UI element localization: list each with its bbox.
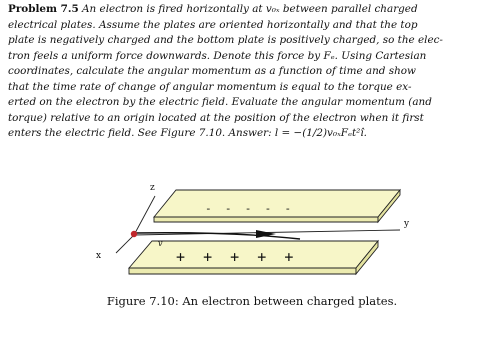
problem-line-5: coordinates, calculate the angular momentum as a function of time and show	[8, 65, 416, 77]
problem-line-9: enters the electric field. See Figure 7.10. Answer: l = −(1/2)v₀ₓFₑt²î.	[8, 127, 367, 139]
top-plate-signs: - - - - -	[205, 202, 292, 215]
top-plate	[154, 190, 400, 222]
z-axis	[134, 196, 155, 235]
x-axis-label: x	[96, 251, 102, 261]
problem-line-3: plate is negatively charged and the bottom plate is positively charged, so the elec-	[8, 34, 443, 46]
top-plate-front-face	[154, 217, 378, 222]
problem-label: Problem 7.5	[8, 3, 79, 15]
problem-line-6: that the time rate of change of angular momentum is equal to the torque ex-	[8, 80, 412, 93]
figure-caption	[0, 294, 504, 308]
problem-line-4: tron feels a uniform force downwards. Denote this force by Fₑ. Using Cartesian	[8, 49, 427, 62]
electron-origin-dot	[131, 231, 137, 237]
problem-text-1: An electron is fired horizontally at v₀ₓ between parallel charged	[82, 3, 418, 15]
bottom-plate-signs: + + + + +	[176, 248, 294, 266]
caption-text: An electron between charged plates.	[182, 294, 398, 308]
velocity-label: v	[158, 239, 163, 248]
problem-line-2: electrical plates. Assume the plates are oriented horizontally and that the top	[8, 18, 418, 31]
y-axis-label: y	[404, 219, 410, 229]
problem-line-8: torque) relative to an origin located at the position of the electron when it first	[8, 111, 424, 124]
z-axis-label: z	[150, 183, 155, 193]
x-axis	[116, 235, 134, 253]
bottom-plate-front-face	[129, 268, 356, 274]
problem-line-7: erted on the electron by the electric field. Evaluate the angular momentum (and	[8, 96, 432, 108]
caption-label: Figure 7.10:	[106, 294, 179, 308]
bottom-plate	[129, 241, 378, 274]
